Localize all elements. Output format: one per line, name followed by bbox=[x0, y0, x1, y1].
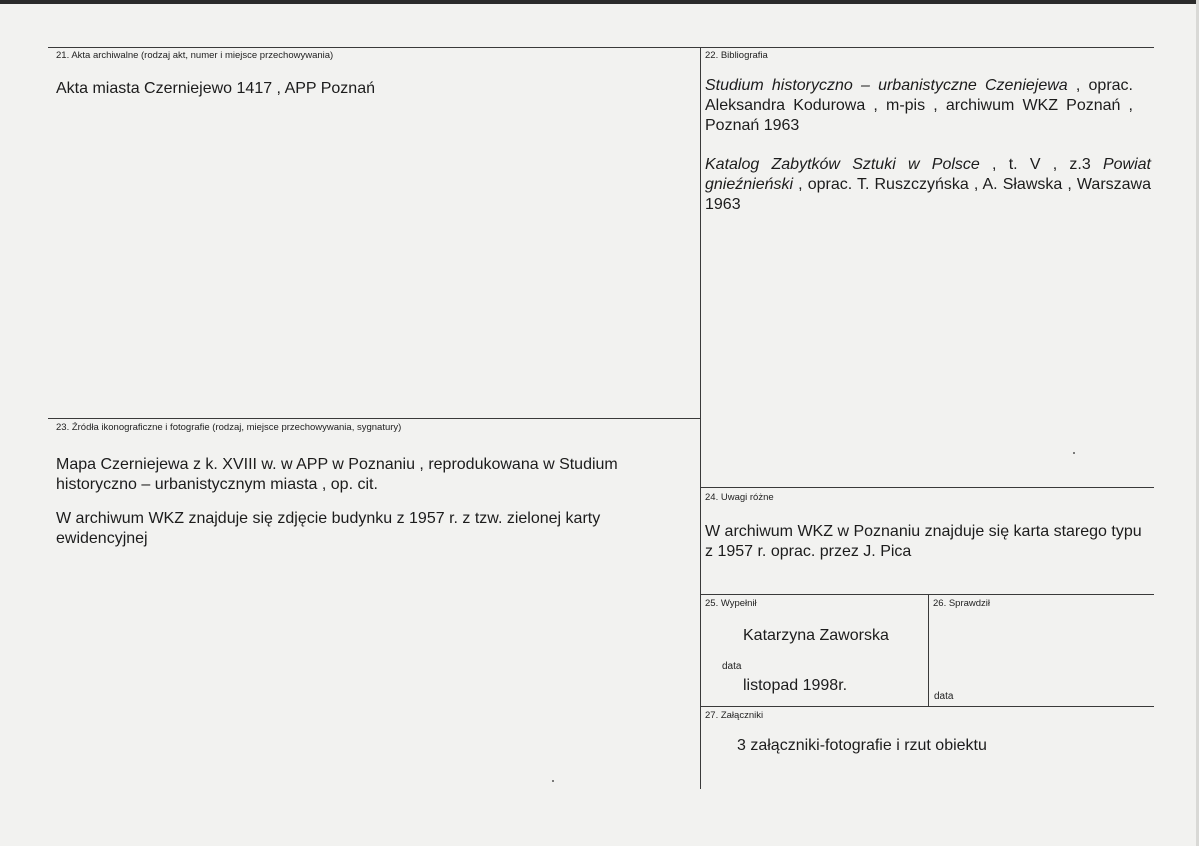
filled-by-name: Katarzyna Zaworska bbox=[743, 627, 889, 644]
rule-25-27 bbox=[700, 706, 1154, 707]
scan-speck bbox=[1073, 452, 1075, 454]
bibliography-entry-2-volume: , t. V , z.3 bbox=[979, 156, 1103, 173]
section-21-text: Akta miasta Czerniejewo 1417 , APP Poznań bbox=[56, 80, 375, 97]
center-divider bbox=[700, 47, 701, 789]
top-rule bbox=[48, 47, 1154, 48]
section-23-paragraph-1: Mapa Czerniejewa z k. XVIII w. w APP w Poznaniu , reprodukowana w Studium historyczno – urbanistycznym miasta , op. cit. bbox=[56, 456, 618, 493]
section-24-label: 24. Uwagi różne bbox=[705, 492, 774, 503]
section-26-date-label: data bbox=[934, 691, 954, 702]
rule-22-24 bbox=[700, 487, 1154, 488]
section-23-label: 23. Źródła ikonograficzne i fotografie (rodzaj, miejsce przechowywania, sygnatury) bbox=[56, 422, 402, 433]
rule-21-23 bbox=[48, 418, 700, 419]
section-27-label: 27. Załączniki bbox=[705, 710, 764, 721]
bibliography-entry-1-details: , oprac. Aleksandra Kodurowa , m-pis , archiwum WKZ Poznań , Poznań 1963 bbox=[705, 77, 1133, 134]
bibliography-entry-2-subtitle: Powiat gnieźnieński bbox=[705, 156, 1151, 193]
section-22-label: 22. Bibliografia bbox=[705, 50, 768, 61]
section-23-paragraph-2: W archiwum WKZ znajduje się zdjęcie budynku z 1957 r. z tzw. zielonej karty ewidencyjnej bbox=[56, 510, 601, 547]
bibliography-entry-2-title: Katalog Zabytków Sztuki w Polsce bbox=[705, 156, 980, 173]
section-21-label: 21. Akta archiwalne (rodzaj akt, numer i miejsce przechowywania) bbox=[56, 50, 334, 61]
bibliography-entry-2-details: , oprac. T. Ruszczyńska , A. Sławska , Warszawa 1963 bbox=[705, 176, 1151, 213]
bibliography-entry-2 bbox=[705, 155, 1151, 215]
rule-24-25 bbox=[700, 594, 1154, 595]
bibliography-entry-1 bbox=[705, 76, 1133, 136]
scan-top-edge bbox=[0, 0, 1199, 4]
scan-speck bbox=[552, 780, 554, 782]
divider-25-26 bbox=[928, 594, 929, 706]
attachments-text: 3 załączniki-fotografie i rzut obiektu bbox=[737, 737, 987, 754]
bibliography-entry-1-title: Studium historyczno – urbanistyczne Czeniejewa bbox=[705, 77, 1068, 94]
section-25-label: 25. Wypełnił bbox=[705, 598, 757, 609]
section-25-date-label: data bbox=[722, 661, 742, 672]
filled-by-date: listopad 1998r. bbox=[743, 677, 848, 694]
section-24-text: W archiwum WKZ w Poznaniu znajduje się karta starego typu z 1957 r. oprac. przez J. Pica bbox=[705, 523, 1142, 560]
section-26-label: 26. Sprawdził bbox=[933, 598, 991, 609]
